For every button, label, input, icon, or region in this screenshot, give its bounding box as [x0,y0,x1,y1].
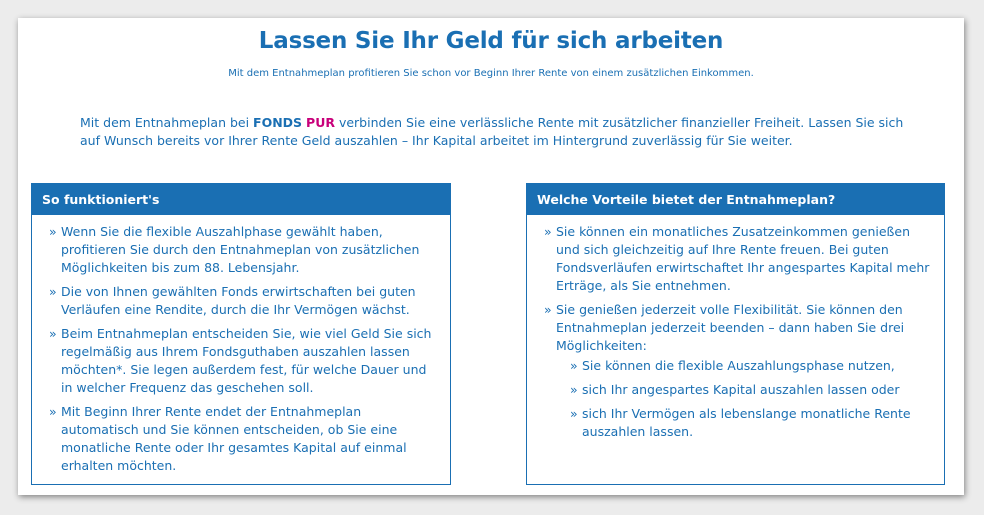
options-sublist [556,355,930,441]
list-item-text: Sie genießen jederzeit volle Flexibilität. Sie können den Entnahmeplan jederzeit beenden – dann haben Sie drei Möglichkeiten: [556,302,905,353]
list-item: » Beim Entnahmeplan entscheiden Sie, wie viel Geld Sie sich regelmäßig aus Ihrem Fondsguthaben auszahlen lassen möchten*. Sie legen außerdem fest, für welche Dauer und in welcher Frequenz das geschehen soll. [49,325,436,397]
list-item: » Mit Beginn Ihrer Rente endet der Entnahmeplan automatisch und Sie können entscheiden, ob Sie eine monatliche Rente oder Ihr gesamtes Kapital auf einmal erhalten möchten. [49,403,436,475]
list-item: » Sie können ein monatliches Zusatzeinkommen genießen und sich gleichzeitig auf Ihre Rente freuen. Bei guten Fondsverläufen erwirtschaftet Ihr angespartes Kapital mehr Erträge, als Sie entnehmen. [544,223,930,295]
brand-pur: PUR [306,115,335,130]
advantages-header: Welche Vorteile bietet der Entnahmeplan? [527,184,944,215]
intro-text-after: verbinden Sie eine verlässliche Rente mit zusätzlicher finanzieller Freiheit. Lassen Sie sich auf Wunsch bereits vor Ihrer Rente Geld auszahlen – Ihr Kapital arbeitet im Hintergrund zuverlässig für Sie weiter. [80,115,904,148]
advantages-box [526,183,945,485]
how-it-works-header: So funktioniert's [32,184,450,215]
sub-list-item: » Sie können die flexible Auszahlungsphase nutzen, [570,357,930,375]
page-title: Lassen Sie Ihr Geld für sich arbeiten [258,28,724,54]
advantages-list [527,215,944,441]
intro-paragraph [80,114,910,150]
page-subtitle: Mit dem Entnahmeplan profitieren Sie schon vor Beginn Ihrer Rente von einem zusätzlichen Einkommen. [228,68,754,79]
sub-list-item: » sich Ihr angespartes Kapital auszahlen lassen oder [570,381,930,399]
intro-text-before: Mit dem Entnahmeplan bei [80,115,254,130]
brand-fonds: FONDS [253,115,303,130]
how-it-works-box [31,183,451,485]
sub-list-item: » sich Ihr Vermögen als lebenslange monatliche Rente auszahlen lassen. [570,405,930,441]
list-item: » Die von Ihnen gewählten Fonds erwirtschaften bei guten Verläufen eine Rendite, durch die Ihr Vermögen wächst. [49,283,436,319]
list-item: » Wenn Sie die flexible Auszahlphase gewählt haben, profitieren Sie durch den Entnahmeplan von zusätzlichen Möglichkeiten bis zum 88. Lebensjahr. [49,223,436,277]
content-card [18,18,964,495]
how-it-works-list [32,215,450,475]
list-item [544,301,930,441]
